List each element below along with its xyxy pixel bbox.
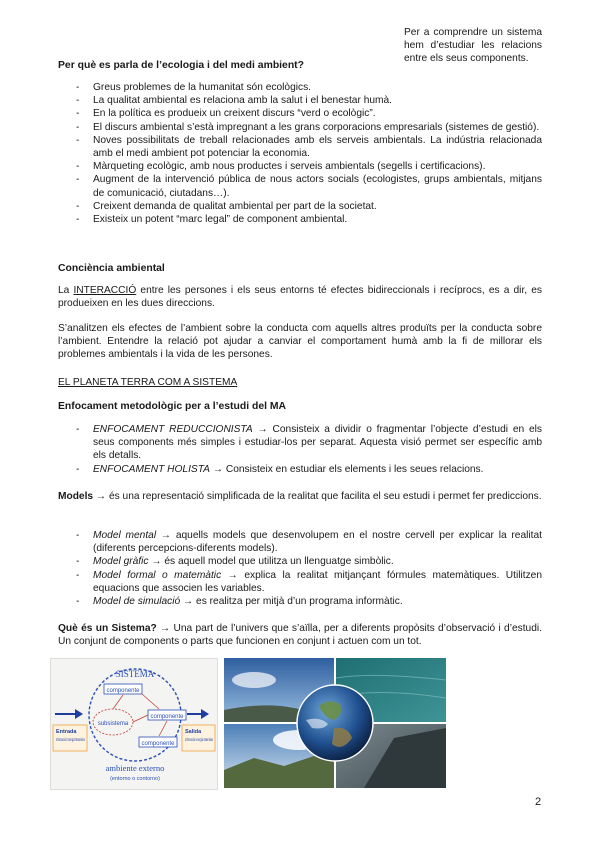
interaction-term: INTERACCIÓ <box>73 285 137 296</box>
item-description: → es realitza per mitjà d’un programa informàtic. <box>180 596 403 608</box>
item-term: Model mental <box>93 530 157 541</box>
list-item: - La qualitat ambiental es relaciona amb la salut i el benestar humà. <box>58 94 542 107</box>
output-sublabel: Información energía Materiales <box>185 737 214 742</box>
figure-side-text: Per a comprendre un sistema hem d’estudiar les relacions entre els seus components. <box>404 27 542 65</box>
item-term: Model formal o matemàtic <box>93 569 222 581</box>
item-description: → aquells models que desenvolupem en el nostre cervell per explicar la realitat (diferents percepcions-diferents models). <box>93 530 542 555</box>
component-3-label: componente <box>141 741 175 747</box>
item-term: Model de simulació <box>93 596 181 608</box>
list-item: - Augment de la intervenció pública de nous actors socials (ecologistes, grups ambientals, mitjans de comunicació, ciutadans…). <box>58 173 542 199</box>
page-number: 2 <box>535 796 542 808</box>
text-span: entre les persones i els seus entorns té efectes bidireccionals i recíprocs, es a dir, es produeixen en les dues direccions. <box>58 285 542 310</box>
component-1-label: componente <box>106 688 140 694</box>
list-item <box>58 529 542 555</box>
diagram-title: SISTEMA <box>115 669 155 679</box>
input-sublabel: Información Energía Materiales <box>56 737 86 742</box>
list-item <box>58 555 542 568</box>
list-item: - Greus problemes de la humanitat són ecològics. <box>58 81 542 94</box>
earth-photo-collage <box>224 658 446 788</box>
list-item: - El discurs ambiental s’està impregnant a les grans corporacions empresarials (sistemes de gestió). <box>58 121 542 134</box>
item-description: → Consisteix a dividir o fragmentar l’objecte d’estudi en els seus components més simples i estudiar-los per separat. Aquesta visió permet ser específic amb els detalls. <box>93 424 542 462</box>
system-paragraph <box>58 622 542 648</box>
text-span: és una representació simplificada de la realitat que facilita el seu estudi i permet fer prediccions. <box>106 491 542 502</box>
earth-collage-svg <box>224 658 446 788</box>
ecology-reasons-list <box>58 81 542 226</box>
system-label: Què és un Sistema? → <box>58 623 171 634</box>
list-item: - Creixent demanda de qualitat ambiental per part de la societat. <box>58 200 542 213</box>
item-description: → explica la realitat mitjançant fórmules matemàtiques. Utilitzen equacions que associen les variables. <box>93 569 543 594</box>
list-item <box>58 595 542 608</box>
item-description: → és aquell model que utilitza un llenguatge simbòlic. <box>148 556 394 568</box>
figures-row <box>50 658 550 788</box>
list-item <box>58 569 542 595</box>
section-heading-awareness: Conciència ambiental <box>58 263 165 274</box>
text-span: La <box>58 285 74 296</box>
environment-label: ambiente externo <box>105 763 165 773</box>
list-item <box>58 423 542 463</box>
output-label: Salida <box>185 729 202 735</box>
subsystem-label: subsistema <box>97 721 129 727</box>
section-heading-ecology: Per què es parla de l’ecologia i del medi ambient? <box>58 60 304 71</box>
system-diagram-svg <box>51 659 217 789</box>
component-2-label: componente <box>150 714 184 720</box>
list-item: - En la política es produeix un creixent discurs “verd o ecològic”. <box>58 107 542 120</box>
item-description: → Consisteix en estudiar els elements i les seues relacions. <box>209 463 484 475</box>
item-term: ENFOCAMENT REDUCCIONISTA <box>93 424 253 435</box>
environment-sublabel: (entorno o contorno) <box>110 776 160 782</box>
list-item <box>58 463 542 476</box>
effects-paragraph: S’analitzen els efectes de l’ambient sobre la conducta com aquells altres produïts per la conducta sobre l’ambient. Entendre la relació pot ajudar a canviar el comportament humà amb la fi de millorar els problemes ambientals i la vida de les persones. <box>58 323 542 361</box>
input-label: Entrada <box>56 729 77 735</box>
section-heading-methodology: Enfocament metodològic per a l’estudi del MA <box>58 401 287 412</box>
planet-system-link[interactable]: EL PLANETA TERRA COM A SISTEMA <box>58 377 238 388</box>
models-paragraph <box>58 490 542 503</box>
approach-list <box>58 423 542 476</box>
models-label: Models → <box>58 491 107 502</box>
list-item: - Existeix un potent “marc legal” de component ambiental. <box>58 213 542 226</box>
system-diagram <box>50 658 218 790</box>
list-item: - Noves possibilitats de treball relacionades amb els serveis ambientals. La indústria relacionada amb el medi ambient pot potenciar la economia. <box>58 134 542 160</box>
interaction-paragraph <box>58 284 542 310</box>
item-term: ENFOCAMENT HOLISTA <box>93 463 210 475</box>
list-item: - Màrqueting ecològic, amb nous productes i serveis ambientals (segells i certificacions). <box>58 160 542 173</box>
text-span: Una part de l’univers que s’aïlla, per a diferents propòsits d’observació i d’estudi. Un conjunt de components o parts que funcionen en conjunt i actuen com un tot. <box>58 623 542 648</box>
models-list <box>58 529 542 608</box>
item-term: Model gràfic <box>93 556 149 568</box>
